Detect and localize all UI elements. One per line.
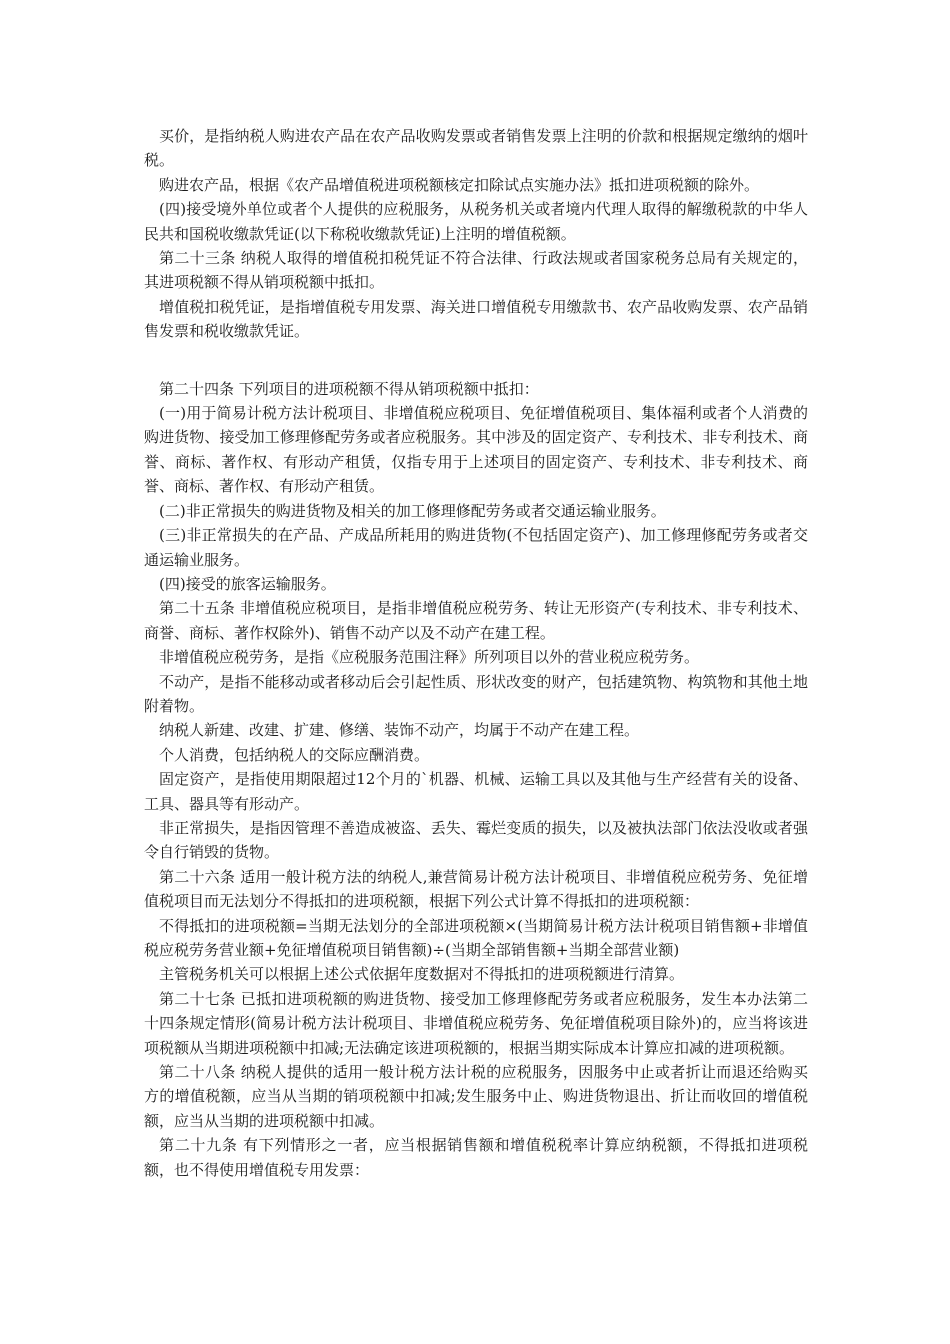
paragraph: (一)用于简易计税方法计税项目、非增值税应税项目、免征增值税项目、集体福利或者个人消费的购进货物、接受加工修理修配劳务或者应税服务。其中涉及的固定资产、专利技术、非专利技术、商誉、商标、著作权、有形动产租赁，仅指专用于上述项目的固定资产、专利技术、非专利技术、商誉、商标、著作权、有形动产租赁。 (144, 404, 808, 496)
paragraph: 非增值税应税劳务，是指《应税服务范围注释》所列项目以外的营业税应税劳务。 (159, 648, 700, 667)
paragraph: 固定资产，是指使用期限超过12个月的`机器、机械、运输工具以及其他与生产经营有关的设备、工具、器具等有形动产。 (144, 770, 808, 813)
paragraph: 个人消费，包括纳税人的交际应酬消费。 (159, 745, 430, 764)
paragraph: 购进农产品，根据《农产品增值税进项税额核定扣除试点实施办法》抵扣进项税额的除外。 (159, 175, 760, 194)
text-block-2 (144, 377, 808, 1182)
article-28: 第二十八条 纳税人提供的适用一般计税方法计税的应税服务，因服务中止或者折让而退还给购买方的增值税额，应当从当期的销项税额中扣减;发生服务中止、购进货物退出、折让而收回的增值税额，应当从当期的进项税额中扣减。 (144, 1063, 808, 1130)
article-24-heading: 第二十四条 下列项目的进项税额不得从销项税额中抵扣： (159, 379, 539, 398)
paragraph: 第二十三条 纳税人取得的增值税扣税凭证不符合法律、行政法规或者国家税务总局有关规定的，其进项税额不得从销项税额中抵扣。 (144, 249, 808, 292)
paragraph: 非正常损失，是指因管理不善造成被盗、丢失、霉烂变质的损失，以及被执法部门依法没收或者强令自行销毁的货物。 (144, 818, 808, 862)
paragraph: (二)非正常损失的购进货物及相关的加工修理修配劳务或者交通运输业服务。 (159, 501, 666, 520)
text-block-1 (144, 124, 808, 344)
article-25: 第二十五条 非增值税应税项目，是指非增值税应税劳务、转让无形资产(专利技术、非专利技术、商誉、商标、著作权除外)、销售不动产以及不动产在建工程。 (144, 599, 808, 642)
article-29: 第二十九条 有下列情形之一者，应当根据销售额和增值税税率计算应纳税额，不得抵扣进项税额，也不得使用增值税专用发票： (144, 1136, 808, 1179)
paragraph: (四)接受境外单位或者个人提供的应税服务，从税务机关或者境内代理人取得的解缴税款的中华人民共和国税收缴款凭证(以下称税收缴款凭证)上注明的增值税额。 (144, 200, 808, 243)
section-gap (144, 344, 808, 377)
paragraph: (四)接受的旅客运输服务。 (159, 574, 336, 593)
article-26: 第二十六条 适用一般计税方法的纳税人,兼营简易计税方法计税项目、非增值税应税劳务、免征增值税项目而无法划分不得抵扣的进项税额，根据下列公式计算不得抵扣的进项税额： (144, 867, 808, 911)
paragraph: 不动产，是指不能移动或者移动后会引起性质、形状改变的财产，包括建筑物、构筑物和其他土地附着物。 (144, 672, 808, 715)
paragraph: 买价，是指纳税人购进农产品在农产品收购发票或者销售发票上注明的价款和根据规定缴纳的烟叶税。 (144, 127, 808, 170)
paragraph: 纳税人新建、改建、扩建、修缮、装饰不动产，均属于不动产在建工程。 (159, 721, 640, 740)
paragraph: (三)非正常损失的在产品、产成品所耗用的购进货物(不包括固定资产)、加工修理修配劳务或者交通运输业服务。 (144, 526, 808, 569)
paragraph: 增值税扣税凭证，是指增值税专用发票、海关进口增值税专用缴款书、农产品收购发票、农产品销售发票和税收缴款凭证。 (144, 297, 808, 341)
article-27: 第二十七条 已抵扣进项税额的购进货物、接受加工修理修配劳务或者应税服务，发生本办法第二十四条规定情形(简易计税方法计税项目、非增值税应税劳务、免征增值税项目除外)的，应当将该进项税额从当期进项税额中扣减;无法确定该进项税额的，根据当期实际成本计算应扣减的进项税额。 (144, 989, 808, 1057)
paragraph: 主管税务机关可以根据上述公式依据年度数据对不得抵扣的进项税额进行清算。 (159, 965, 685, 984)
formula-paragraph: 不得抵扣的进项税额=当期无法划分的全部进项税额×(当期简易计税方法计税项目销售额+非增值税应税劳务营业额+免征增值税项目销售额)÷(当期全部销售额+当期全部营业额) (144, 916, 808, 959)
document-page (144, 124, 808, 1182)
